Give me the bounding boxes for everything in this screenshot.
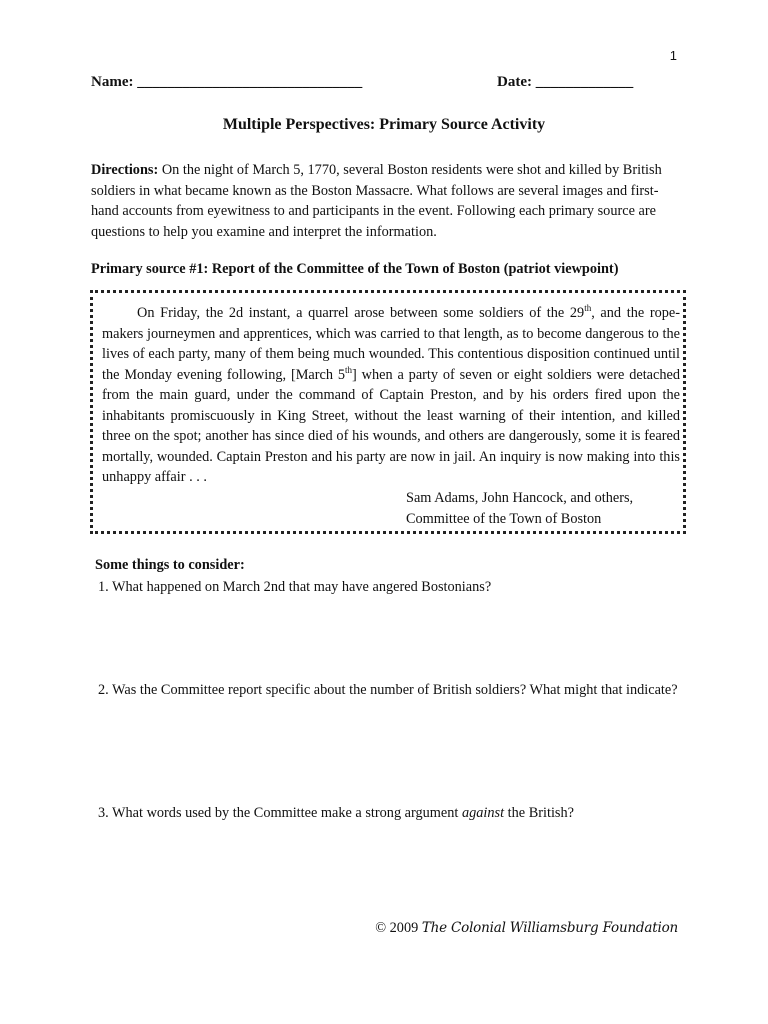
question-3-after: the British?	[504, 805, 574, 821]
name-field[interactable]	[91, 74, 362, 91]
directions-text: On the night of March 5, 1770, several Boston residents were shot and killed by British soldiers in what became known as the Boston Massacre. What follows are several images and first-hand accounts from eyewitness to and participants in the event. Following each primary source are questions to help you examine and interpret the information.	[91, 162, 662, 240]
source-1-text-part-1: On Friday, the 2d instant, a quarrel arose between some soldiers of the 29	[137, 305, 585, 321]
source-1-text	[102, 303, 680, 488]
question-3-before: 3. What words used by the Committee make a strong argument	[98, 805, 462, 821]
question-2: 2. Was the Committee report specific about the number of British soldiers? What might that indicate?	[98, 682, 678, 698]
date-blank[interactable]: _____________	[535, 74, 634, 90]
signature-line-1: Sam Adams, John Hancock, and others,	[406, 490, 634, 506]
question-3	[98, 803, 693, 824]
question-3-emphasis: against	[461, 805, 505, 821]
source-1-signature	[406, 488, 633, 529]
source-1-heading: Primary source #1: Report of the Committee of the Town of Boston (patriot viewpoint)	[91, 261, 619, 277]
source-1-superscript-2: th	[345, 364, 353, 375]
foundation-name: The Colonial Williamsburg Foundation	[421, 920, 678, 936]
source-1-box	[90, 290, 686, 534]
signature-line-2: Committee of the Town of Boston	[406, 510, 602, 527]
date-field[interactable]	[497, 74, 633, 91]
date-label: Date:	[497, 74, 532, 90]
footer-copyright	[375, 920, 678, 937]
consider-heading: Some things to consider:	[95, 557, 245, 573]
directions-label: Directions:	[91, 162, 159, 178]
source-1-text-part-2: , and the rope-makers journeymen and apprentices, which was carried to that length, as to become dangerous to the lives of each party, many of them being much wounded. This contentious disposition continued until the Monday evening following, [March 5	[102, 305, 680, 383]
copyright-text: © 2009	[375, 920, 422, 936]
question-1: 1. What happened on March 2nd that may have angered Bostonians?	[98, 579, 492, 595]
name-label: Name:	[91, 74, 134, 90]
page-title: Multiple Perspectives: Primary Source Activity	[222, 116, 546, 133]
directions-paragraph	[91, 160, 681, 242]
source-1-text-part-3: ] when a party of seven or eight soldiers were detached from the main guard, under the command of Captain Preston, and by his orders fired upon the inhabitants promiscuously in King Street, without the least warning of their intention, and killed three on the spot; another has since died of his wounds, and others are dangerously, some it is feared mortally, wounded. Captain Preston and his party are now in jail. An inquiry is now making into this unhappy affair . . .	[102, 366, 681, 485]
source-1-superscript-1: th	[584, 303, 592, 314]
name-blank[interactable]: ______________________________	[137, 74, 363, 90]
page-number: 1	[669, 48, 677, 63]
